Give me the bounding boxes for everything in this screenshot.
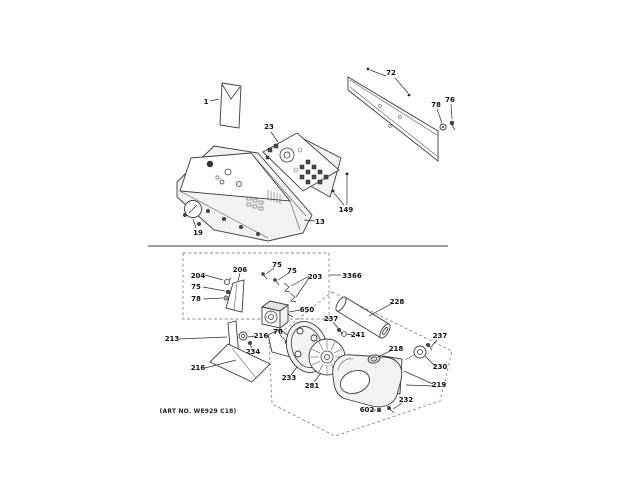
callout-78-top <box>431 101 442 123</box>
callout-76-top-label: 76 <box>445 96 455 104</box>
callout-218-label: 218 <box>388 345 404 353</box>
clip-204 <box>224 278 231 285</box>
art-number: (ART NO. WE929 C18) <box>159 408 237 415</box>
callout-23 <box>264 123 278 142</box>
screw-75-right-1 <box>261 272 267 279</box>
callout-23-label: 23 <box>264 123 274 131</box>
callout-281-label: 281 <box>304 382 320 390</box>
callout-3366-label: 3366 <box>342 272 362 280</box>
blower-housing <box>333 355 402 407</box>
callout-237-left-label: 237 <box>323 315 339 323</box>
screw-75-left <box>226 290 230 294</box>
timer-knob <box>185 201 202 218</box>
callout-237-left <box>324 315 339 328</box>
callout-13-label: 13 <box>315 218 325 226</box>
callout-228 <box>369 298 404 316</box>
callout-204-label: 204 <box>190 272 206 280</box>
clip-241 <box>342 332 347 337</box>
callout-237-right-label: 237 <box>432 332 448 340</box>
callout-78-left-label: 78 <box>191 295 201 303</box>
panel-screw <box>450 121 455 130</box>
callout-216-grommet <box>248 332 268 340</box>
support-plate-216 <box>210 344 270 382</box>
callout-203-label: 203 <box>307 273 323 281</box>
callout-230 <box>425 356 447 371</box>
callout-1-label: 1 <box>203 98 209 106</box>
callout-232-label: 232 <box>398 396 414 404</box>
screw-232 <box>387 406 394 413</box>
callout-3366 <box>329 272 362 280</box>
callout-203 <box>291 273 322 297</box>
callout-213 <box>165 335 227 343</box>
callout-149 <box>334 176 353 214</box>
switch-650 <box>262 301 293 328</box>
callout-75-right-1-label: 75 <box>272 261 282 269</box>
callout-206 <box>233 266 248 281</box>
callout-216-grommet-label: 216 <box>253 332 269 340</box>
callout-241 <box>347 331 365 339</box>
callout-75-left <box>191 283 225 291</box>
roller-230 <box>405 346 426 360</box>
callout-650 <box>289 306 314 314</box>
callout-233-label: 233 <box>281 374 297 382</box>
callout-149-label: 149 <box>338 206 354 214</box>
callout-76-top <box>445 96 455 119</box>
bracket-206 <box>226 280 244 312</box>
callout-228-label: 228 <box>389 298 405 306</box>
callout-1 <box>204 98 219 106</box>
callout-76-blower-label: 76 <box>273 328 283 336</box>
callout-75-right-1 <box>266 261 282 274</box>
callout-204 <box>191 272 223 280</box>
callout-213-label: 213 <box>164 335 180 343</box>
callout-72 <box>370 69 408 93</box>
backsplash-panel <box>348 68 438 161</box>
callout-650-label: 650 <box>299 306 315 314</box>
callout-602-label: 602 <box>359 406 375 414</box>
callout-206-label: 206 <box>232 266 248 274</box>
callout-75-right-2-label: 75 <box>287 267 297 275</box>
callout-219-label: 219 <box>431 381 447 389</box>
callout-230-label: 230 <box>432 363 448 371</box>
callout-241-label: 241 <box>350 331 366 339</box>
callout-75-left-label: 75 <box>191 283 201 291</box>
callout-78-top-label: 78 <box>431 101 441 109</box>
panel-washer <box>440 124 446 130</box>
callout-602 <box>360 406 376 414</box>
callout-19-label: 19 <box>193 229 203 237</box>
callout-233 <box>282 367 297 382</box>
callout-72-label: 72 <box>386 69 396 77</box>
literature-envelope <box>220 83 241 128</box>
callout-281 <box>305 373 321 390</box>
clips-203 <box>284 283 296 302</box>
washer-78-left <box>224 296 228 300</box>
callout-216-plate-label: 216 <box>190 364 206 372</box>
screw-75-right-2 <box>273 278 279 285</box>
callout-19 <box>193 219 203 237</box>
callout-234-label: 234 <box>245 348 261 356</box>
callout-218 <box>378 345 403 357</box>
callout-219 <box>404 371 446 389</box>
callout-78-left <box>191 295 223 303</box>
screw-602 <box>377 408 381 412</box>
